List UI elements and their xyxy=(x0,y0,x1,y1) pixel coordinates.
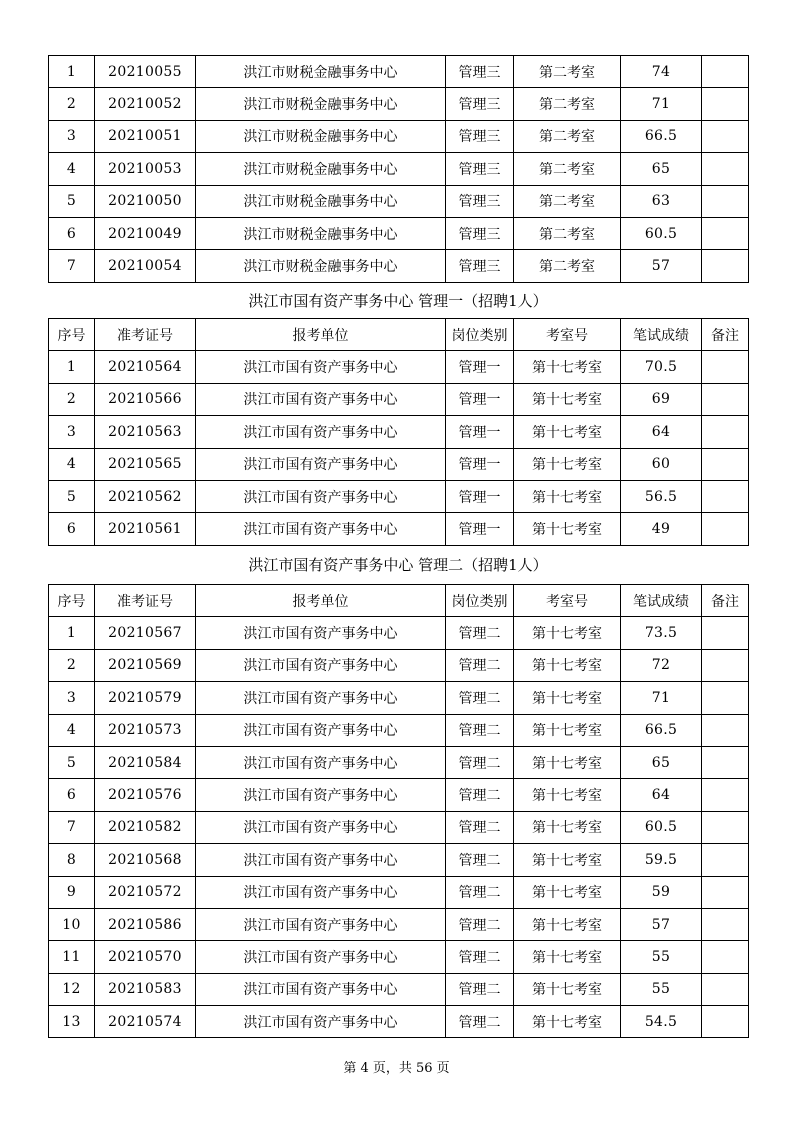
cell-exam-id: 20210052 xyxy=(95,88,196,120)
cell-unit: 洪江市国有资产事务中心 xyxy=(196,746,446,778)
cell-remark xyxy=(702,185,749,217)
cell-room: 第十七考室 xyxy=(514,448,621,480)
cell-exam-id: 20210572 xyxy=(95,876,196,908)
header-row xyxy=(49,585,749,617)
cell-index: 1 xyxy=(49,617,95,649)
cell-index: 5 xyxy=(49,480,95,512)
cell-score: 71 xyxy=(621,682,702,714)
cell-remark xyxy=(702,480,749,512)
table-row xyxy=(49,185,749,217)
cell-room: 第十七考室 xyxy=(514,746,621,778)
cell-post-type: 管理一 xyxy=(446,383,514,415)
table-row xyxy=(49,250,749,282)
cell-index: 9 xyxy=(49,876,95,908)
cell-unit: 洪江市财税金融事务中心 xyxy=(196,250,446,282)
header-cell: 备注 xyxy=(702,585,749,617)
cell-room: 第二考室 xyxy=(514,217,621,249)
table-row xyxy=(49,844,749,876)
cell-exam-id: 20210583 xyxy=(95,973,196,1005)
cell-exam-id: 20210563 xyxy=(95,416,196,448)
cell-unit: 洪江市国有资产事务中心 xyxy=(196,480,446,512)
cell-score: 66.5 xyxy=(621,714,702,746)
cell-index: 6 xyxy=(49,779,95,811)
cell-exam-id: 20210573 xyxy=(95,714,196,746)
table-row xyxy=(49,779,749,811)
cell-post-type: 管理二 xyxy=(446,1006,514,1038)
cell-exam-id: 20210574 xyxy=(95,1006,196,1038)
cell-score: 60.5 xyxy=(621,811,702,843)
header-cell: 考室号 xyxy=(514,585,621,617)
cell-index: 8 xyxy=(49,844,95,876)
section-title-guanli1: 洪江市国有资产事务中心 管理一（招聘1人） xyxy=(248,292,548,310)
cell-index: 13 xyxy=(49,1006,95,1038)
cell-unit: 洪江市国有资产事务中心 xyxy=(196,513,446,545)
cell-room: 第十七考室 xyxy=(514,513,621,545)
cell-score: 54.5 xyxy=(621,1006,702,1038)
cell-room: 第十七考室 xyxy=(514,973,621,1005)
cell-index: 1 xyxy=(49,351,95,383)
cell-unit: 洪江市国有资产事务中心 xyxy=(196,383,446,415)
cell-index: 3 xyxy=(49,120,95,152)
cell-index: 5 xyxy=(49,746,95,778)
table-row xyxy=(49,351,749,383)
cell-index: 2 xyxy=(49,649,95,681)
header-cell: 序号 xyxy=(49,319,95,351)
cell-post-type: 管理二 xyxy=(446,682,514,714)
cell-score: 60.5 xyxy=(621,217,702,249)
table-body xyxy=(49,617,749,1038)
cell-post-type: 管理二 xyxy=(446,714,514,746)
cell-exam-id: 20210562 xyxy=(95,480,196,512)
cell-score: 73.5 xyxy=(621,617,702,649)
cell-remark xyxy=(702,973,749,1005)
page-footer: 第 4 页，共 56 页 xyxy=(343,1061,450,1076)
header-cell: 备注 xyxy=(702,319,749,351)
cell-score: 65 xyxy=(621,153,702,185)
cell-post-type: 管理三 xyxy=(446,120,514,152)
score-table-guozi-guanli1 xyxy=(48,318,749,546)
cell-score: 64 xyxy=(621,779,702,811)
cell-exam-id: 20210579 xyxy=(95,682,196,714)
cell-index: 2 xyxy=(49,88,95,120)
cell-remark xyxy=(702,714,749,746)
cell-remark xyxy=(702,1006,749,1038)
cell-room: 第十七考室 xyxy=(514,617,621,649)
cell-post-type: 管理一 xyxy=(446,351,514,383)
cell-room: 第十七考室 xyxy=(514,908,621,940)
table-row xyxy=(49,513,749,545)
cell-remark xyxy=(702,811,749,843)
cell-unit: 洪江市国有资产事务中心 xyxy=(196,649,446,681)
cell-room: 第十七考室 xyxy=(514,844,621,876)
cell-index: 11 xyxy=(49,941,95,973)
cell-post-type: 管理三 xyxy=(446,56,514,88)
header-cell: 报考单位 xyxy=(196,585,446,617)
cell-remark xyxy=(702,88,749,120)
cell-exam-id: 20210576 xyxy=(95,779,196,811)
table-row xyxy=(49,876,749,908)
cell-room: 第十七考室 xyxy=(514,416,621,448)
cell-exam-id: 20210049 xyxy=(95,217,196,249)
cell-remark xyxy=(702,448,749,480)
table-row xyxy=(49,416,749,448)
header-cell: 岗位类别 xyxy=(446,585,514,617)
cell-score: 55 xyxy=(621,941,702,973)
cell-score: 65 xyxy=(621,746,702,778)
cell-index: 4 xyxy=(49,714,95,746)
cell-score: 70.5 xyxy=(621,351,702,383)
table-row xyxy=(49,908,749,940)
cell-remark xyxy=(702,153,749,185)
cell-score: 57 xyxy=(621,908,702,940)
cell-room: 第十七考室 xyxy=(514,941,621,973)
cell-remark xyxy=(702,876,749,908)
cell-score: 56.5 xyxy=(621,480,702,512)
cell-remark xyxy=(702,682,749,714)
cell-remark xyxy=(702,120,749,152)
table-header xyxy=(49,585,749,617)
cell-unit: 洪江市国有资产事务中心 xyxy=(196,714,446,746)
header-cell: 序号 xyxy=(49,585,95,617)
cell-post-type: 管理一 xyxy=(446,416,514,448)
cell-unit: 洪江市国有资产事务中心 xyxy=(196,876,446,908)
cell-remark xyxy=(702,383,749,415)
cell-room: 第二考室 xyxy=(514,250,621,282)
cell-unit: 洪江市国有资产事务中心 xyxy=(196,811,446,843)
cell-unit: 洪江市财税金融事务中心 xyxy=(196,56,446,88)
score-table-caishui-guanli3 xyxy=(48,55,749,283)
header-cell: 笔试成绩 xyxy=(621,319,702,351)
cell-room: 第十七考室 xyxy=(514,351,621,383)
cell-index: 3 xyxy=(49,416,95,448)
cell-index: 7 xyxy=(49,250,95,282)
cell-exam-id: 20210567 xyxy=(95,617,196,649)
cell-unit: 洪江市国有资产事务中心 xyxy=(196,941,446,973)
cell-post-type: 管理二 xyxy=(446,617,514,649)
header-cell: 笔试成绩 xyxy=(621,585,702,617)
table-row xyxy=(49,649,749,681)
cell-score: 63 xyxy=(621,185,702,217)
cell-unit: 洪江市国有资产事务中心 xyxy=(196,617,446,649)
cell-score: 59.5 xyxy=(621,844,702,876)
cell-room: 第二考室 xyxy=(514,88,621,120)
cell-index: 12 xyxy=(49,973,95,1005)
cell-score: 49 xyxy=(621,513,702,545)
cell-remark xyxy=(702,941,749,973)
cell-unit: 洪江市国有资产事务中心 xyxy=(196,779,446,811)
table-header xyxy=(49,319,749,351)
cell-remark xyxy=(702,513,749,545)
cell-unit: 洪江市国有资产事务中心 xyxy=(196,908,446,940)
cell-post-type: 管理二 xyxy=(446,941,514,973)
cell-post-type: 管理一 xyxy=(446,513,514,545)
cell-exam-id: 20210584 xyxy=(95,746,196,778)
table-row xyxy=(49,217,749,249)
cell-unit: 洪江市财税金融事务中心 xyxy=(196,88,446,120)
cell-score: 59 xyxy=(621,876,702,908)
cell-remark xyxy=(702,56,749,88)
cell-room: 第十七考室 xyxy=(514,1006,621,1038)
table-row xyxy=(49,448,749,480)
cell-exam-id: 20210564 xyxy=(95,351,196,383)
cell-unit: 洪江市财税金融事务中心 xyxy=(196,185,446,217)
cell-post-type: 管理一 xyxy=(446,480,514,512)
cell-score: 69 xyxy=(621,383,702,415)
cell-post-type: 管理二 xyxy=(446,973,514,1005)
cell-unit: 洪江市国有资产事务中心 xyxy=(196,682,446,714)
cell-room: 第二考室 xyxy=(514,56,621,88)
table-row xyxy=(49,714,749,746)
header-row xyxy=(49,319,749,351)
cell-room: 第十七考室 xyxy=(514,682,621,714)
cell-post-type: 管理三 xyxy=(446,217,514,249)
table-row xyxy=(49,153,749,185)
cell-room: 第十七考室 xyxy=(514,714,621,746)
cell-score: 66.5 xyxy=(621,120,702,152)
cell-score: 71 xyxy=(621,88,702,120)
cell-index: 2 xyxy=(49,383,95,415)
cell-post-type: 管理二 xyxy=(446,844,514,876)
cell-exam-id: 20210582 xyxy=(95,811,196,843)
cell-index: 4 xyxy=(49,448,95,480)
cell-unit: 洪江市国有资产事务中心 xyxy=(196,844,446,876)
cell-score: 55 xyxy=(621,973,702,1005)
cell-post-type: 管理一 xyxy=(446,448,514,480)
cell-index: 10 xyxy=(49,908,95,940)
cell-room: 第十七考室 xyxy=(514,649,621,681)
header-cell: 报考单位 xyxy=(196,319,446,351)
header-cell: 准考证号 xyxy=(95,319,196,351)
table-row xyxy=(49,973,749,1005)
cell-post-type: 管理二 xyxy=(446,746,514,778)
cell-post-type: 管理二 xyxy=(446,779,514,811)
cell-unit: 洪江市国有资产事务中心 xyxy=(196,448,446,480)
cell-remark xyxy=(702,779,749,811)
cell-room: 第二考室 xyxy=(514,153,621,185)
cell-remark xyxy=(702,416,749,448)
cell-index: 6 xyxy=(49,217,95,249)
cell-index: 3 xyxy=(49,682,95,714)
table-row xyxy=(49,746,749,778)
cell-room: 第十七考室 xyxy=(514,383,621,415)
table-body xyxy=(49,56,749,283)
cell-remark xyxy=(702,351,749,383)
cell-score: 74 xyxy=(621,56,702,88)
cell-unit: 洪江市财税金融事务中心 xyxy=(196,120,446,152)
cell-unit: 洪江市财税金融事务中心 xyxy=(196,217,446,249)
cell-room: 第十七考室 xyxy=(514,876,621,908)
cell-post-type: 管理三 xyxy=(446,185,514,217)
cell-room: 第二考室 xyxy=(514,120,621,152)
cell-index: 4 xyxy=(49,153,95,185)
table-row xyxy=(49,811,749,843)
cell-remark xyxy=(702,746,749,778)
table-row xyxy=(49,88,749,120)
cell-score: 72 xyxy=(621,649,702,681)
cell-remark xyxy=(702,217,749,249)
cell-index: 5 xyxy=(49,185,95,217)
cell-post-type: 管理二 xyxy=(446,876,514,908)
header-cell: 考室号 xyxy=(514,319,621,351)
cell-score: 57 xyxy=(621,250,702,282)
cell-remark xyxy=(702,908,749,940)
cell-exam-id: 20210570 xyxy=(95,941,196,973)
cell-room: 第二考室 xyxy=(514,185,621,217)
cell-exam-id: 20210054 xyxy=(95,250,196,282)
table-row xyxy=(49,1006,749,1038)
table-body xyxy=(49,351,749,545)
table-row xyxy=(49,617,749,649)
table-row xyxy=(49,383,749,415)
cell-score: 60 xyxy=(621,448,702,480)
cell-unit: 洪江市财税金融事务中心 xyxy=(196,153,446,185)
cell-exam-id: 20210568 xyxy=(95,844,196,876)
cell-exam-id: 20210565 xyxy=(95,448,196,480)
table-row xyxy=(49,56,749,88)
cell-exam-id: 20210586 xyxy=(95,908,196,940)
cell-exam-id: 20210050 xyxy=(95,185,196,217)
cell-room: 第十七考室 xyxy=(514,779,621,811)
cell-exam-id: 20210051 xyxy=(95,120,196,152)
cell-post-type: 管理二 xyxy=(446,811,514,843)
cell-index: 6 xyxy=(49,513,95,545)
cell-exam-id: 20210561 xyxy=(95,513,196,545)
cell-score: 64 xyxy=(621,416,702,448)
score-table-guozi-guanli2 xyxy=(48,584,749,1038)
cell-index: 7 xyxy=(49,811,95,843)
cell-unit: 洪江市国有资产事务中心 xyxy=(196,416,446,448)
cell-remark xyxy=(702,649,749,681)
section-title-guanli2: 洪江市国有资产事务中心 管理二（招聘1人） xyxy=(248,556,548,574)
cell-post-type: 管理三 xyxy=(446,153,514,185)
table-row xyxy=(49,682,749,714)
cell-remark xyxy=(702,844,749,876)
table-row xyxy=(49,941,749,973)
header-cell: 岗位类别 xyxy=(446,319,514,351)
cell-remark xyxy=(702,617,749,649)
cell-post-type: 管理二 xyxy=(446,649,514,681)
header-cell: 准考证号 xyxy=(95,585,196,617)
cell-room: 第十七考室 xyxy=(514,480,621,512)
cell-post-type: 管理三 xyxy=(446,88,514,120)
table-row xyxy=(49,120,749,152)
cell-post-type: 管理二 xyxy=(446,908,514,940)
cell-index: 1 xyxy=(49,56,95,88)
cell-exam-id: 20210055 xyxy=(95,56,196,88)
cell-unit: 洪江市国有资产事务中心 xyxy=(196,1006,446,1038)
cell-exam-id: 20210569 xyxy=(95,649,196,681)
cell-remark xyxy=(702,250,749,282)
cell-unit: 洪江市国有资产事务中心 xyxy=(196,973,446,1005)
table-row xyxy=(49,480,749,512)
cell-exam-id: 20210566 xyxy=(95,383,196,415)
cell-post-type: 管理三 xyxy=(446,250,514,282)
cell-unit: 洪江市国有资产事务中心 xyxy=(196,351,446,383)
cell-exam-id: 20210053 xyxy=(95,153,196,185)
cell-room: 第十七考室 xyxy=(514,811,621,843)
